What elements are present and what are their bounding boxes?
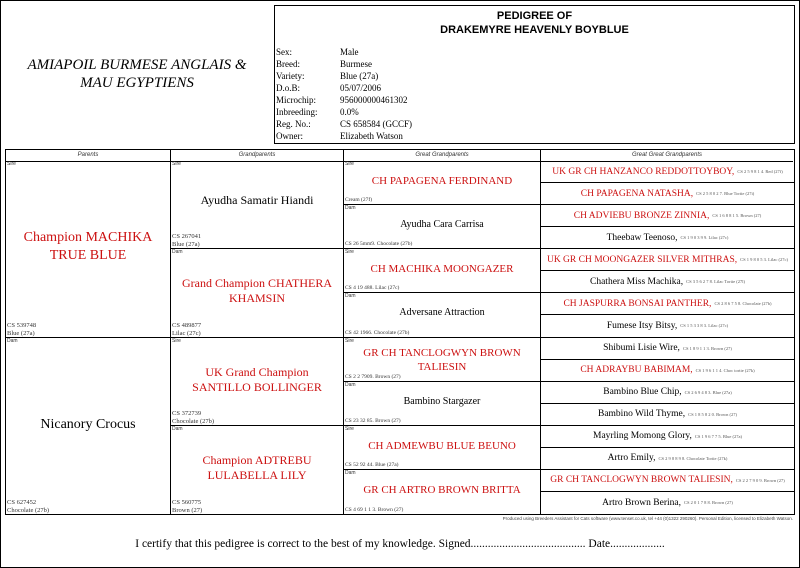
parent-name: Nicanory Crocus [40, 416, 136, 432]
great-grandparent-reg: Cream (27f) [345, 197, 373, 204]
great-grandparent-name: CH MACHIKA MOONGAZER [370, 263, 514, 276]
great-great-grandparent-detail: CS 1 8 5 8 2 0. Brown (27) [688, 411, 738, 417]
parent-cell [6, 161, 171, 338]
sire-dam-label: Sire [345, 249, 354, 256]
great-great-grandparent-cell [541, 293, 794, 315]
sire-dam-label: Dam [345, 205, 356, 212]
pedigree-title-line-1: PEDIGREE OF [496, 10, 573, 22]
info-value: 05/07/2006 [340, 83, 382, 93]
great-great-grandparent-detail: CS 3 5 6 2 7 8. Lilac Tortie (27l) [686, 279, 745, 285]
info-value: Burmese [340, 59, 372, 69]
parent-colour: Chocolate (27b) [7, 507, 50, 514]
great-great-grandparent-detail: CS 1 9 6 7 7 5. Blue (27a) [694, 433, 742, 439]
grandparent-reg: CS 489877 [172, 321, 202, 329]
great-grandparent-name: CH ADMEWBU BLUE BEUNO [368, 439, 516, 452]
great-great-grandparent-cell [541, 249, 794, 271]
sire-dam-label: Dam [172, 425, 183, 432]
header-great: Great Grandparents [344, 150, 541, 162]
great-grandparent-name: Ayudha Cara Carrisa [400, 219, 484, 231]
info-key: Sex: [276, 47, 293, 57]
grandparent-cell [171, 161, 344, 249]
parent-reg: CS 539748 [7, 321, 37, 329]
great-grandparent-cell [344, 205, 541, 249]
breeder-line-2: MAU EGYPTIENS [80, 75, 194, 91]
certification-line: I certify that this pedigree is correct to the best of my knowledge. Signed........................................ Date................... [135, 538, 665, 550]
great-great-grandparent-name: CH ADRAYBU BABIMAM, [580, 365, 693, 376]
great-great-grandparent-name: Artro Emily, [607, 453, 656, 464]
great-great-grandparent-name: Theebaw Teenoso, [606, 232, 678, 243]
great-great-grandparent-name: CH JASPURRA BONSAI PANTHER, [563, 298, 712, 309]
sire-dam-label: Dam [172, 249, 183, 256]
info-key: Inbreeding: [276, 107, 318, 117]
great-great-grandparent-cell [541, 382, 794, 404]
great-great-grandparent-name: Mayrling Momong Glory, [593, 431, 692, 442]
great-grandparent-reg: CS 4 69 1 1 3. Brown (27) [345, 507, 404, 513]
header-parents: Parents [6, 150, 171, 162]
great-great-grandparent-cell [541, 338, 794, 360]
great-grandparent-cell [344, 293, 541, 337]
great-great-grandparent-cell [541, 315, 794, 337]
great-great-grandparent-detail: CS 1 9 8 0 5 3. Lilac (27c) [740, 257, 789, 263]
great-great-grandparent-name: CH ADVIEBU BRONZE ZINNIA, [573, 210, 710, 221]
pedigree-info-box [274, 5, 795, 144]
info-key: D.o.B: [276, 83, 301, 93]
grandparent-name: Grand Champion CHATHERA KHAMSIN [182, 276, 332, 306]
great-great-grandparent-detail: CS 1 5 3 3 8 3. Lilac (27c) [680, 323, 729, 329]
info-value: Blue (27a) [340, 71, 379, 81]
breeder-line-1: AMIAPOIL BURMESE ANGLAIS & [27, 57, 247, 73]
grandparent-colour: Lilac (27c) [172, 329, 201, 337]
great-great-grandparent-name: Shibumi Lisie Wire, [603, 343, 680, 354]
great-great-grandparent-detail: CS 2 6 9 4 8 3. Blue (27a) [684, 389, 732, 395]
great-great-grandparent-detail: CS 2 5 9 8 1 4. Red (27f) [737, 169, 783, 175]
great-grandparent-cell [344, 470, 541, 514]
grandparent-name: Champion ADTREBU LULABELLA LILY [202, 452, 312, 482]
parent-reg: CS 627452 [7, 499, 37, 506]
parent-colour: Blue (27a) [7, 329, 35, 337]
great-great-grandparent-name: UK GR CH MOONGAZER SILVER MITHRAS, [546, 254, 738, 265]
sire-dam-label: Sire [345, 337, 354, 344]
great-great-grandparent-cell [541, 448, 794, 470]
great-great-grandparent-name: Bambino Wild Thyme, [597, 409, 686, 420]
sire-dam-label: Sire [172, 337, 181, 344]
great-great-grandparent-detail: CS 1 8 9 1 1 3. Brown (27) [682, 345, 732, 351]
great-great-grandparent-cell [541, 426, 794, 448]
great-great-grandparent-name: CH PAPAGENA NATASHA, [580, 188, 694, 199]
header-greatgreat: Great Great Grandparents [541, 150, 793, 162]
great-great-grandparent-detail: CS 2 2 7 9 0 9. Brown (27) [735, 477, 785, 483]
software-credit: Produced using Breeders Assistant for Cats software (www.tenset.co.uk, tel +44 (0)1322 290260). Personal Edition, licensed to Elizabeth Watson. [502, 516, 793, 521]
sire-dam-label: Sire [345, 161, 354, 167]
great-grandparent-reg: CS 26 5mm9. Chocolate (27b) [345, 241, 413, 248]
parent-cell [6, 338, 171, 515]
info-value: 956000000461302 [340, 95, 408, 105]
grandparent-colour: Blue (27a) [172, 241, 200, 249]
sire-dam-label: Sire [345, 425, 354, 432]
great-great-grandparent-detail: CS 1 9 0 3 9 9. Lilac (27c) [680, 235, 729, 241]
grandparent-name: Ayudha Samatir Hiandi [200, 193, 314, 208]
sire-dam-label: Sire [7, 161, 16, 167]
info-value: Male [340, 47, 359, 57]
great-great-grandparent-name: GR CH TANCLOGWYN BROWN TALIESIN, [550, 475, 733, 486]
great-great-grandparent-detail: CS 1 9 6 1 1 4. Choc tortie (27k) [695, 367, 755, 373]
great-great-grandparent-cell [541, 360, 794, 382]
great-great-grandparent-cell [541, 271, 794, 293]
great-great-grandparent-cell [541, 470, 794, 492]
great-grandparent-cell [344, 382, 541, 426]
great-grandparent-name: GR CH ARTRO BROWN BRITTA [363, 483, 521, 496]
grandparent-cell [171, 249, 344, 337]
great-great-grandparent-name: Bambino Blue Chip, [603, 387, 682, 398]
pedigree-title [275, 9, 794, 37]
great-great-grandparent-name: Artro Brown Berina, [602, 497, 681, 508]
great-great-grandparent-cell [541, 492, 794, 514]
info-key: Reg. No.: [276, 119, 311, 129]
info-key: Microchip: [276, 95, 316, 105]
sire-dam-label: Dam [345, 293, 356, 300]
great-grandparent-reg: CS 23 32 85. Brown (27) [345, 417, 401, 424]
info-value: CS 658584 (GCCF) [340, 119, 413, 129]
info-key: Breed: [276, 59, 300, 69]
great-great-grandparent-detail: CS 2 9 8 8 9 8. Chocolate Tortie (27k) [658, 455, 728, 461]
great-grandparent-reg: CS 42 1966. Chocolate (27b) [345, 329, 410, 336]
grandparent-reg: CS 560775 [172, 499, 202, 506]
great-great-grandparent-detail: CS 1 6 8 8 1 5. Brown (27) [712, 213, 762, 219]
pedigree-table [5, 149, 795, 515]
info-value: Elizabeth Watson [340, 131, 403, 141]
great-great-grandparent-detail: CS 2 0 1 7 8 8. Brown (27) [684, 500, 733, 506]
great-grandparent-reg: CS 4 19 488. Lilac (27c) [345, 285, 400, 292]
great-grandparent-name: GR CH TANCLOGWYN BROWN TALIESIN [363, 346, 521, 373]
header-grandparents: Grandparents [171, 150, 344, 162]
sire-dam-label: Sire [172, 161, 181, 167]
great-grandparent-reg: CS 2 2 7909. Brown (27) [345, 373, 401, 380]
grandparent-reg: CS 372739 [172, 409, 202, 417]
breeder-name [8, 56, 266, 92]
grandparent-reg: CS 267041 [172, 233, 202, 241]
great-great-grandparent-cell [541, 183, 794, 205]
info-key: Owner: [276, 131, 303, 141]
sire-dam-label: Dam [345, 381, 356, 388]
info-key: Variety: [276, 71, 305, 81]
great-grandparent-cell [344, 338, 541, 382]
grandparent-colour: Brown (27) [172, 507, 203, 514]
info-value: 0.0% [340, 107, 359, 117]
great-great-grandparent-detail: CS 2 5 8 0 2 7. Blue Tortie (27i) [696, 191, 755, 197]
grandparent-colour: Chocolate (27b) [172, 417, 215, 425]
great-grandparent-name: Bambino Stargazer [403, 395, 481, 407]
great-grandparent-cell [344, 249, 541, 293]
great-grandparent-name: Adversane Attraction [399, 307, 485, 319]
grandparent-cell [171, 426, 344, 514]
great-great-grandparent-cell [541, 404, 794, 426]
great-great-grandparent-detail: CS 2 8 6 7 5 8. Chocolate (27b) [714, 301, 772, 307]
great-grandparent-name: CH PAPAGENA FERDINAND [371, 175, 513, 188]
sire-dam-label: Dam [345, 469, 356, 476]
great-great-grandparent-name: UK GR CH HANZANCO REDDOTTOYBOY, [552, 166, 735, 177]
great-great-grandparent-cell [541, 205, 794, 227]
great-great-grandparent-cell [541, 161, 794, 183]
great-great-grandparent-cell [541, 227, 794, 249]
parent-name: Champion MACHIKA TRUE BLUE [23, 230, 153, 264]
sire-dam-label: Dam [7, 337, 18, 344]
grandparent-cell [171, 338, 344, 426]
great-grandparent-cell [344, 161, 541, 205]
pedigree-cat-name: DRAKEMYRE HEAVENLY BOYBLUE [440, 24, 629, 36]
great-grandparent-cell [344, 426, 541, 470]
great-grandparent-reg: CS 52 92 44. Blue (27a) [345, 461, 399, 468]
great-great-grandparent-name: Fumese Itsy Bitsy, [606, 320, 678, 331]
great-great-grandparent-name: Chathera Miss Machika, [590, 276, 684, 287]
grandparent-name: UK Grand Champion SANTILLO BOLLINGER [192, 364, 322, 394]
